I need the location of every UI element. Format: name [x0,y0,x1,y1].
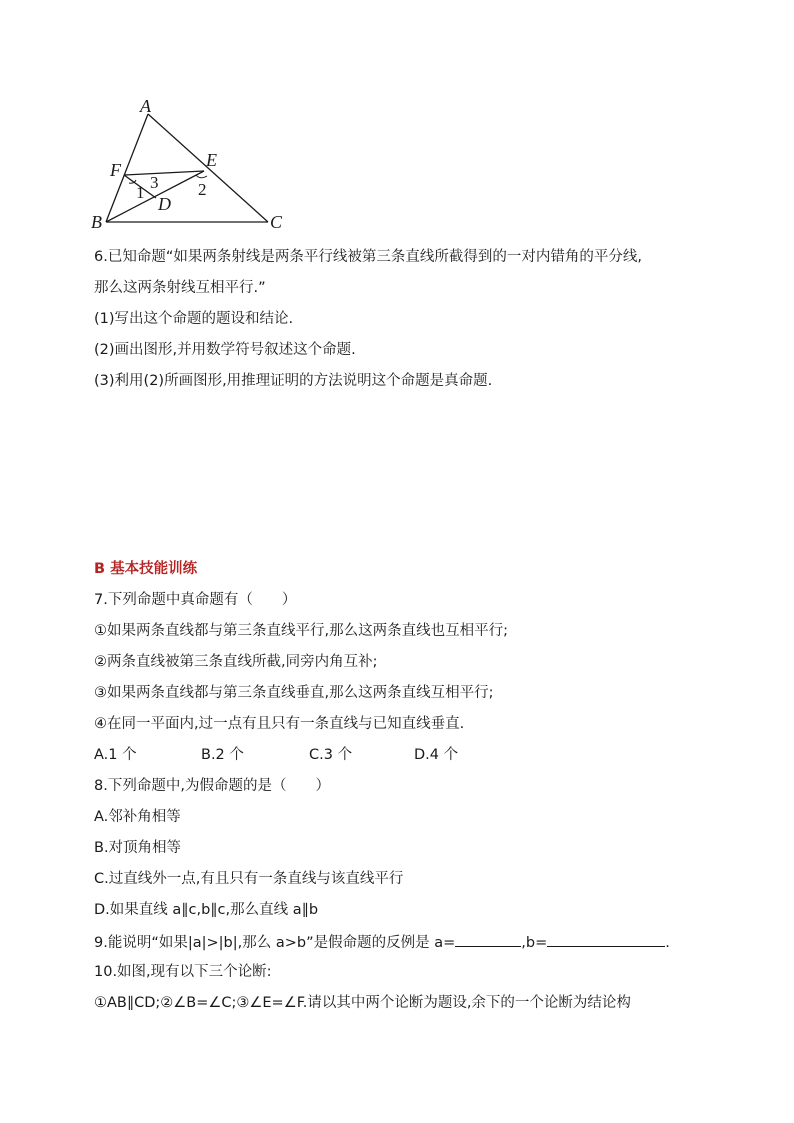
q7-option-b: B.2 个 [201,747,244,763]
q7-option-d: D.4 个 [414,747,459,763]
angle-arc-2 [196,175,207,178]
label-e: E [206,150,217,170]
q9-mid: ,b= [521,935,548,951]
q8-option-a: A.邻补角相等 [94,809,181,825]
q7-statement-2: ②两条直线被第三条直线所截,同旁内角互补; [94,654,378,670]
q8-option-c: C.过直线外一点,有且只有一条直线与该直线平行 [94,871,404,887]
q6-part2: (2)画出图形,并用数学符号叙述这个命题. [94,342,356,358]
q9-prefix: 9.能说明“如果|a|>|b|,那么 a>b”是假命题的反例是 a= [94,935,456,951]
section-b-heading: B 基本技能训练 [94,561,198,577]
q9-blank-b[interactable] [547,931,665,947]
angle-label-3: 3 [150,173,159,192]
q7-stem: 7.下列命题中真命题有（ ） [94,592,297,608]
q8-option-d: D.如果直线 a∥c,b∥c,那么直线 a∥b [94,902,319,918]
q7-statement-1: ①如果两条直线都与第三条直线平行,那么这两条直线也互相平行; [94,623,508,639]
q7-option-a: A.1 个 [94,747,137,763]
q9-line [94,931,670,953]
q9-blank-a[interactable] [455,931,521,947]
label-f: F [110,160,121,180]
label-d: D [158,194,171,214]
angle-label-2: 2 [198,180,207,199]
q6-part3: (3)利用(2)所画图形,用推理证明的方法说明这个命题是真命题. [94,373,493,389]
q8-stem: 8.下列命题中,为假命题的是（ ） [94,778,330,794]
label-b: B [91,212,102,232]
q6-line2: 那么这两条射线互相平行.” [94,280,266,296]
q8-option-b: B.对顶角相等 [94,840,182,856]
q9-suffix: . [665,935,670,951]
q7-option-c: C.3 个 [309,747,353,763]
segment-fe [124,171,204,175]
q10-line2: ①AB∥CD;②∠B=∠C;③∠E=∠F.请以其中两个论断为题设,余下的一个论断为结论构 [94,995,631,1011]
geometry-figure [88,100,298,235]
label-a: A [140,100,151,116]
q10-stem: 10.如图,现有以下三个论断: [94,964,272,980]
q6-part1: (1)写出这个命题的题设和结论. [94,311,294,327]
q7-statement-4: ④在同一平面内,过一点有且只有一条直线与已知直线垂直. [94,716,465,732]
angle-label-1: 1 [136,183,145,202]
label-c: C [270,212,283,232]
q6-line1: 6.已知命题“如果两条射线是两条平行线被第三条直线所截得到的一对内错角的平分线, [94,249,642,265]
q7-statement-3: ③如果两条直线都与第三条直线垂直,那么这两条直线互相平行; [94,685,494,701]
